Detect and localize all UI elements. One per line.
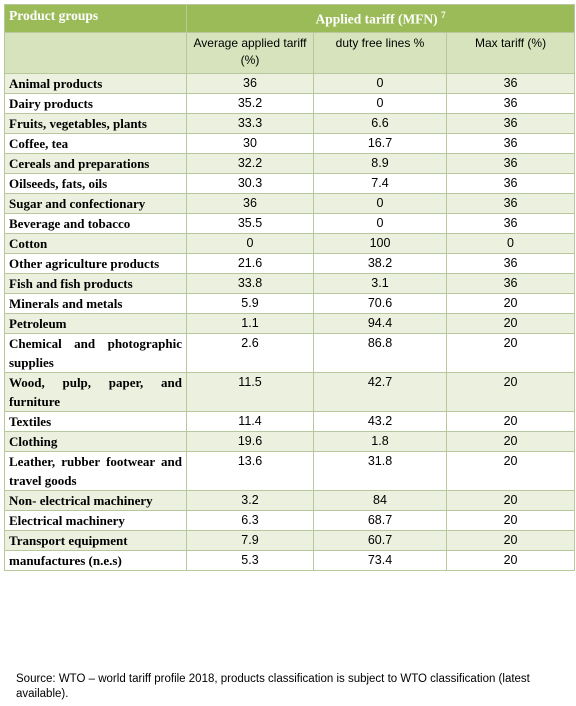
table-subheader-row xyxy=(5,33,575,74)
table-row xyxy=(5,234,575,254)
column-header-applied-tariff xyxy=(187,5,575,33)
product-group-cell: Other agriculture products xyxy=(5,254,187,274)
average-tariff-cell: 30.3 xyxy=(187,174,314,194)
average-tariff-cell: 33.8 xyxy=(187,274,314,294)
duty-free-cell: 60.7 xyxy=(314,531,447,551)
average-tariff-cell: 3.2 xyxy=(187,491,314,511)
duty-free-cell: 43.2 xyxy=(314,412,447,432)
average-tariff-cell: 11.4 xyxy=(187,412,314,432)
max-tariff-cell: 20 xyxy=(447,412,575,432)
product-group-cell: Electrical machinery xyxy=(5,511,187,531)
average-tariff-cell: 33.3 xyxy=(187,114,314,134)
product-group-cell: Non- electrical machinery xyxy=(5,491,187,511)
table-row xyxy=(5,511,575,531)
max-tariff-cell: 36 xyxy=(447,254,575,274)
average-tariff-cell: 7.9 xyxy=(187,531,314,551)
product-group-cell: Wood, pulp, paper, and furniture xyxy=(5,373,187,412)
duty-free-cell: 16.7 xyxy=(314,134,447,154)
average-tariff-cell: 30 xyxy=(187,134,314,154)
product-group-cell: Leather, rubber footwear and travel goods xyxy=(5,452,187,491)
table-row xyxy=(5,294,575,314)
table-row xyxy=(5,491,575,511)
duty-free-cell: 7.4 xyxy=(314,174,447,194)
duty-free-cell: 70.6 xyxy=(314,294,447,314)
applied-tariff-label: Applied tariff (MFN) xyxy=(315,11,438,27)
table-row xyxy=(5,134,575,154)
average-tariff-cell: 21.6 xyxy=(187,254,314,274)
max-tariff-cell: 0 xyxy=(447,234,575,254)
table-row xyxy=(5,412,575,432)
footnote-marker: 7 xyxy=(441,10,446,20)
duty-free-cell: 86.8 xyxy=(314,334,447,373)
table-row xyxy=(5,74,575,94)
duty-free-cell: 31.8 xyxy=(314,452,447,491)
table-row xyxy=(5,94,575,114)
duty-free-cell: 94.4 xyxy=(314,314,447,334)
source-note: Source: WTO – world tariff profile 2018, products classification is subject to WTO classification (latest available). xyxy=(16,673,530,700)
average-tariff-cell: 36 xyxy=(187,194,314,214)
max-tariff-cell: 20 xyxy=(447,334,575,373)
subheader-blank-cell xyxy=(5,33,187,74)
product-group-cell: Cereals and preparations xyxy=(5,154,187,174)
average-tariff-cell: 0 xyxy=(187,234,314,254)
max-tariff-cell: 20 xyxy=(447,314,575,334)
table-row xyxy=(5,214,575,234)
average-tariff-cell: 2.6 xyxy=(187,334,314,373)
duty-free-cell: 42.7 xyxy=(314,373,447,412)
max-tariff-cell: 36 xyxy=(447,194,575,214)
max-tariff-cell: 36 xyxy=(447,274,575,294)
duty-free-cell: 0 xyxy=(314,94,447,114)
average-tariff-cell: 19.6 xyxy=(187,432,314,452)
max-tariff-cell: 36 xyxy=(447,114,575,134)
duty-free-cell: 1.8 xyxy=(314,432,447,452)
max-tariff-cell: 20 xyxy=(447,373,575,412)
max-tariff-cell: 36 xyxy=(447,174,575,194)
table-header-row xyxy=(5,5,575,33)
table-row xyxy=(5,274,575,294)
duty-free-cell: 3.1 xyxy=(314,274,447,294)
max-tariff-cell: 36 xyxy=(447,74,575,94)
product-group-cell: Chemical and photographic supplies xyxy=(5,334,187,373)
product-group-cell: Fruits, vegetables, plants xyxy=(5,114,187,134)
product-group-cell: Dairy products xyxy=(5,94,187,114)
average-tariff-cell: 36 xyxy=(187,74,314,94)
product-group-cell: Animal products xyxy=(5,74,187,94)
duty-free-cell: 6.6 xyxy=(314,114,447,134)
product-group-cell: manufactures (n.e.s) xyxy=(5,551,187,571)
max-tariff-cell: 36 xyxy=(447,134,575,154)
max-tariff-cell: 20 xyxy=(447,294,575,314)
product-group-cell: Coffee, tea xyxy=(5,134,187,154)
max-tariff-cell: 20 xyxy=(447,551,575,571)
table-row xyxy=(5,373,575,412)
duty-free-cell: 100 xyxy=(314,234,447,254)
subheader-max-tariff: Max tariff (%) xyxy=(447,33,575,74)
table-row xyxy=(5,314,575,334)
duty-free-cell: 0 xyxy=(314,214,447,234)
max-tariff-cell: 36 xyxy=(447,214,575,234)
duty-free-cell: 38.2 xyxy=(314,254,447,274)
subheader-average-applied-tariff: Average applied tariff (%) xyxy=(187,33,314,74)
product-group-cell: Textiles xyxy=(5,412,187,432)
duty-free-cell: 68.7 xyxy=(314,511,447,531)
table-row xyxy=(5,194,575,214)
duty-free-cell: 0 xyxy=(314,194,447,214)
average-tariff-cell: 35.5 xyxy=(187,214,314,234)
max-tariff-cell: 36 xyxy=(447,154,575,174)
subheader-duty-free-lines: duty free lines % xyxy=(314,33,447,74)
product-group-cell: Transport equipment xyxy=(5,531,187,551)
duty-free-cell: 84 xyxy=(314,491,447,511)
tariff-table xyxy=(4,4,575,571)
duty-free-cell: 0 xyxy=(314,74,447,94)
product-group-cell: Sugar and confectionary xyxy=(5,194,187,214)
product-group-cell: Cotton xyxy=(5,234,187,254)
table-row xyxy=(5,452,575,491)
max-tariff-cell: 20 xyxy=(447,531,575,551)
product-group-cell: Beverage and tobacco xyxy=(5,214,187,234)
table-row xyxy=(5,551,575,571)
table-row xyxy=(5,154,575,174)
duty-free-cell: 8.9 xyxy=(314,154,447,174)
max-tariff-cell: 36 xyxy=(447,94,575,114)
table-row xyxy=(5,334,575,373)
product-group-cell: Fish and fish products xyxy=(5,274,187,294)
table-row xyxy=(5,114,575,134)
average-tariff-cell: 5.9 xyxy=(187,294,314,314)
average-tariff-cell: 35.2 xyxy=(187,94,314,114)
table-body xyxy=(5,74,575,571)
max-tariff-cell: 20 xyxy=(447,491,575,511)
max-tariff-cell: 20 xyxy=(447,452,575,491)
average-tariff-cell: 32.2 xyxy=(187,154,314,174)
product-group-cell: Oilseeds, fats, oils xyxy=(5,174,187,194)
product-group-cell: Minerals and metals xyxy=(5,294,187,314)
max-tariff-cell: 20 xyxy=(447,432,575,452)
column-header-product-groups: Product groups xyxy=(5,5,187,33)
max-tariff-cell: 20 xyxy=(447,511,575,531)
table-row xyxy=(5,531,575,551)
average-tariff-cell: 5.3 xyxy=(187,551,314,571)
average-tariff-cell: 13.6 xyxy=(187,452,314,491)
table-row xyxy=(5,432,575,452)
table-row xyxy=(5,174,575,194)
duty-free-cell: 73.4 xyxy=(314,551,447,571)
product-group-cell: Clothing xyxy=(5,432,187,452)
average-tariff-cell: 6.3 xyxy=(187,511,314,531)
product-group-cell: Petroleum xyxy=(5,314,187,334)
table-row xyxy=(5,254,575,274)
average-tariff-cell: 1.1 xyxy=(187,314,314,334)
average-tariff-cell: 11.5 xyxy=(187,373,314,412)
